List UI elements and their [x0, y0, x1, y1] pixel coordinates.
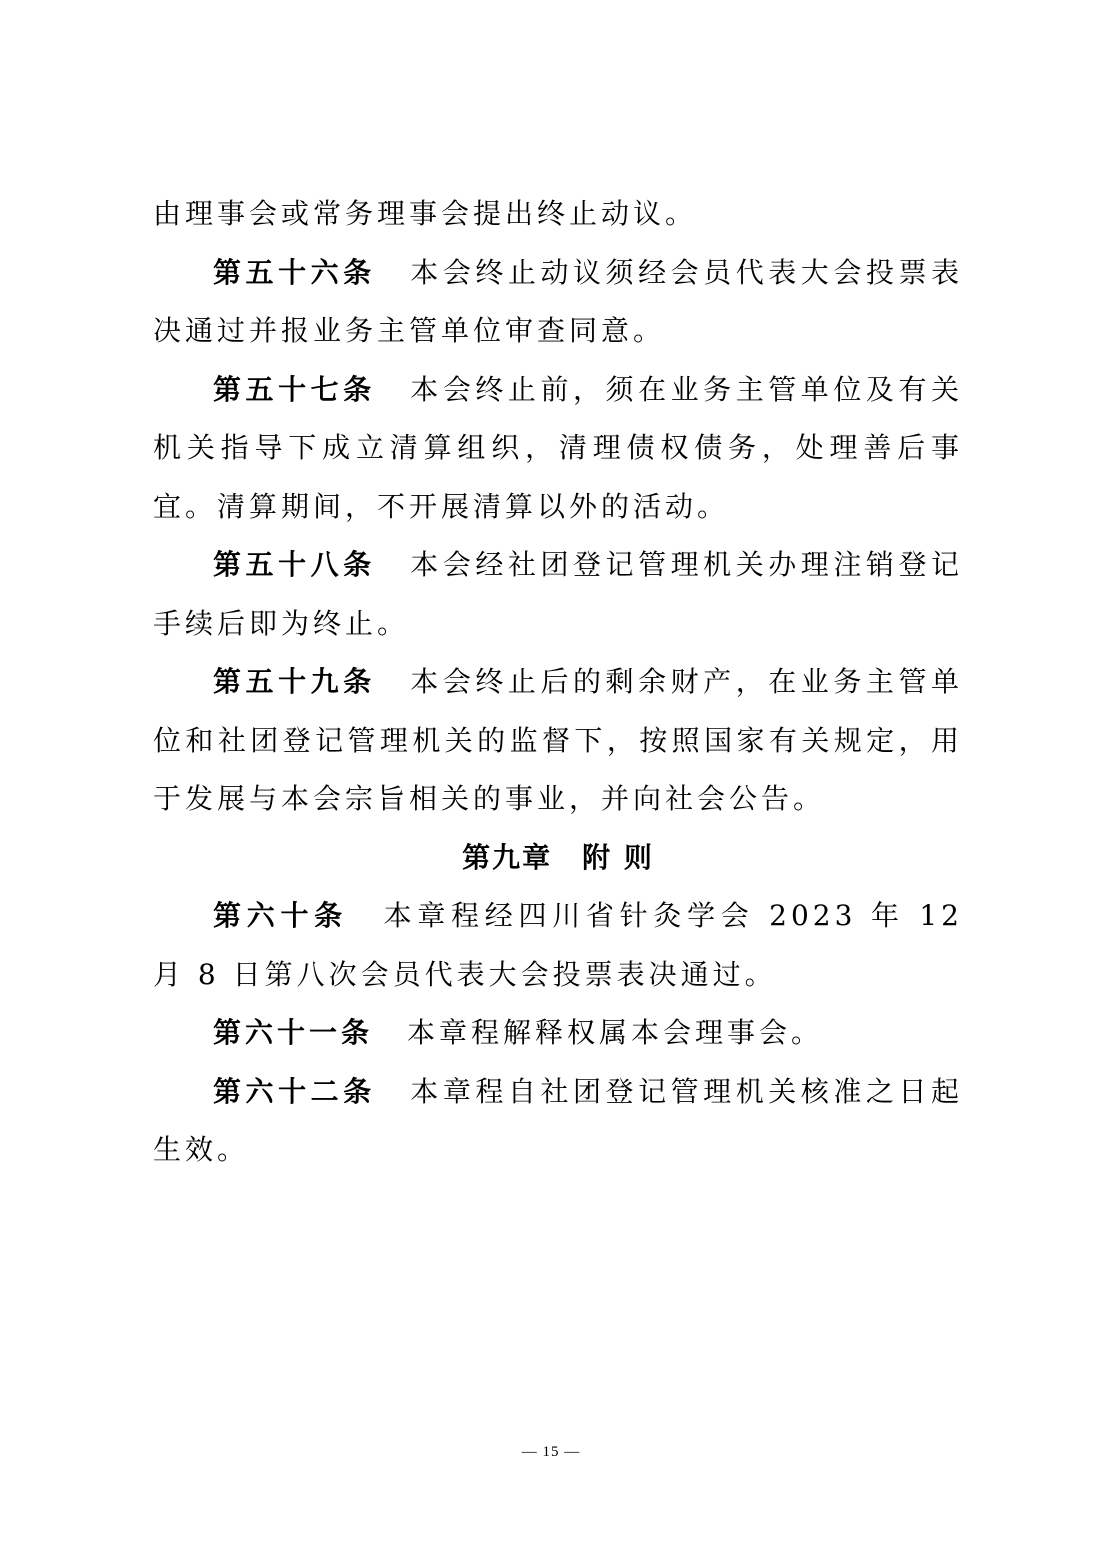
article-label: 第五十八条 [213, 548, 376, 581]
article-label: 第六十二条 [213, 1074, 376, 1108]
article-label: 第六十条 [213, 899, 348, 932]
article-56 [153, 244, 963, 361]
chapter-heading [153, 829, 963, 888]
article-text: 本会终止动议须经会员代表大会投票表决通过并报业务主管单位审查同意。 [153, 255, 963, 347]
article-text: 本章程自社团登记管理机关核准之日起生效。 [153, 1074, 963, 1166]
chapter-number: 第九章 [462, 840, 553, 874]
article-label: 第五十九条 [213, 665, 376, 698]
document-body [153, 185, 963, 1180]
page-number: — 15 — [521, 1444, 581, 1460]
continuation-paragraph: 由理事会或常务理事会提出终止动议。 [153, 197, 698, 230]
article-62 [153, 1063, 963, 1180]
article-label: 第六十一条 [213, 1016, 374, 1049]
article-57 [153, 361, 963, 537]
article-text: 本会终止前，须在业务主管单位及有关机关指导下成立清算组织，清理债权债务，处理善后事宜。清算期间，不开展清算以外的活动。 [153, 372, 963, 523]
article-61 [153, 1004, 963, 1063]
article-59 [153, 653, 963, 829]
article-60 [153, 887, 963, 1004]
article-text: 本章程经四川省针灸学会 2023 年 12 月 8 日第八次会员代表大会投票表决通过。 [153, 899, 963, 991]
article-text: 本会经社团登记管理机关办理注销登记手续后即为终止。 [153, 548, 963, 640]
article-58 [153, 536, 963, 653]
chapter-title: 附 则 [582, 840, 654, 874]
article-label: 第五十六条 [213, 255, 376, 289]
article-text: 本会终止后的剩余财产，在业务主管单位和社团登记管理机关的监督下，按照国家有关规定，用于发展与本会宗旨相关的事业，并向社会公告。 [153, 665, 963, 815]
article-label: 第五十七条 [213, 372, 376, 406]
article-text: 本章程解释权属本会理事会。 [407, 1016, 824, 1049]
